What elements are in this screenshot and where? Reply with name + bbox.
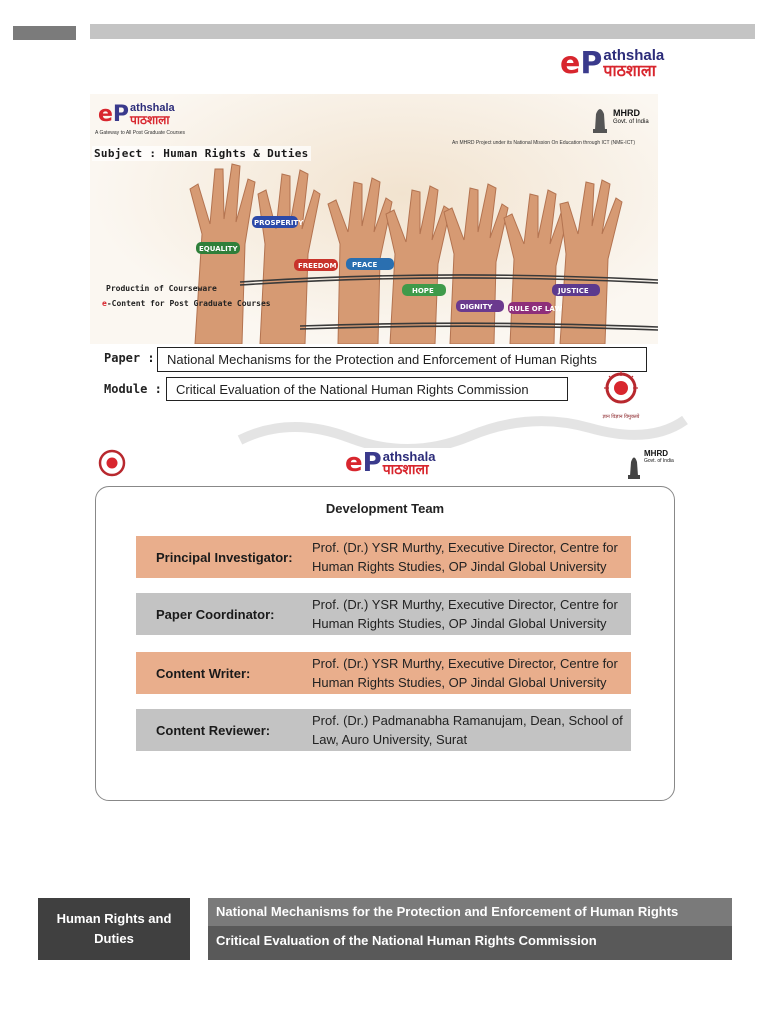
ugc-emblem-icon	[601, 371, 641, 409]
team-row	[136, 652, 631, 694]
team-person: Prof. (Dr.) YSR Murthy, Executive Director, Centre for Human Rights Studies, OP Jindal Global University	[312, 597, 618, 631]
header-bar-small	[13, 26, 76, 40]
epathshala-mark-icon: eP	[98, 102, 130, 127]
team-role: Content Writer:	[156, 665, 251, 681]
wristband-rule-of-law: RULE OF LAW	[509, 305, 563, 313]
team-row	[136, 593, 631, 635]
epathshala-mark-icon: eP	[560, 46, 603, 81]
wristband-prosperity: PROSPERITY	[254, 219, 304, 227]
brand-hindi: पाठशाला	[603, 61, 656, 80]
footer-subject: Human Rights and Duties	[38, 898, 190, 960]
mhrd-logo-small: MHRD Govt. of India	[626, 450, 674, 480]
header-bar-long	[90, 24, 755, 39]
banner-epathshala-logo: eP athshala पाठशाला	[98, 102, 175, 127]
team-row	[136, 536, 631, 578]
epathshala-logo	[560, 46, 664, 81]
team-person: Prof. (Dr.) YSR Murthy, Executive Director, Centre for Human Rights Studies, OP Jindal Global University	[312, 656, 618, 690]
ugc-caption: ज्ञान विज्ञान विमुक्तये	[602, 414, 640, 420]
module-label: Module :	[104, 382, 162, 396]
epathshala-logo-secondary: eP athshala पाठशाला	[345, 448, 436, 478]
watermark-decoration	[230, 410, 690, 448]
team-row	[136, 709, 631, 751]
ugc-logo-small	[95, 447, 129, 487]
banner-mhrd-logo: MHRD Govt. of India	[590, 100, 649, 134]
banner-subject: Subject : Human Rights & Duties	[94, 147, 309, 160]
team-role: Content Reviewer:	[156, 722, 271, 738]
brand-english: athshala	[603, 47, 665, 64]
wristband-peace: PEACE	[352, 261, 378, 269]
mhrd-project-note: An MHRD Project under its National Mission On Education through ICT (NME-ICT)	[452, 140, 636, 146]
footer-course-info	[208, 898, 732, 960]
wristband-dignity: DIGNITY	[460, 303, 493, 311]
wristband-justice: JUSTICE	[558, 287, 589, 295]
team-role: Principal Investigator:	[156, 549, 293, 565]
footer-paper: National Mechanisms for the Protection and Enforcement of Human Rights	[208, 898, 732, 926]
course-banner	[90, 94, 658, 344]
wristband-equality: EQUALITY	[199, 245, 238, 253]
paper-title-box: National Mechanisms for the Protection and Enforcement of Human Rights	[157, 347, 647, 372]
team-role: Paper Coordinator:	[156, 606, 275, 622]
ashoka-emblem-icon	[626, 450, 642, 480]
team-person: Prof. (Dr.) YSR Murthy, Executive Director, Centre for Human Rights Studies, OP Jindal Global University	[312, 540, 618, 574]
ashoka-emblem-icon	[590, 100, 610, 134]
banner-tagline: A Gateway to All Post Graduate Courses	[95, 130, 186, 136]
wristband-freedom: FREEDOM	[298, 262, 337, 270]
ugc-emblem-icon	[95, 447, 129, 483]
epathshala-mark-icon: eP	[345, 448, 382, 478]
development-team-card	[95, 486, 675, 801]
development-team-title: Development Team	[325, 501, 445, 516]
wristband-hope: HOPE	[412, 287, 434, 295]
production-line-1: Productin of Courseware	[106, 284, 217, 293]
team-person: Prof. (Dr.) Padmanabha Ramanujam, Dean, School of Law, Auro University, Surat	[312, 713, 623, 747]
paper-label: Paper :	[104, 351, 155, 365]
footer-module: Critical Evaluation of the National Human Rights Commission	[208, 926, 732, 960]
module-title-box: Critical Evaluation of the National Human Rights Commission	[166, 377, 568, 401]
production-line-2: e-Content for Post Graduate Courses	[102, 299, 271, 308]
